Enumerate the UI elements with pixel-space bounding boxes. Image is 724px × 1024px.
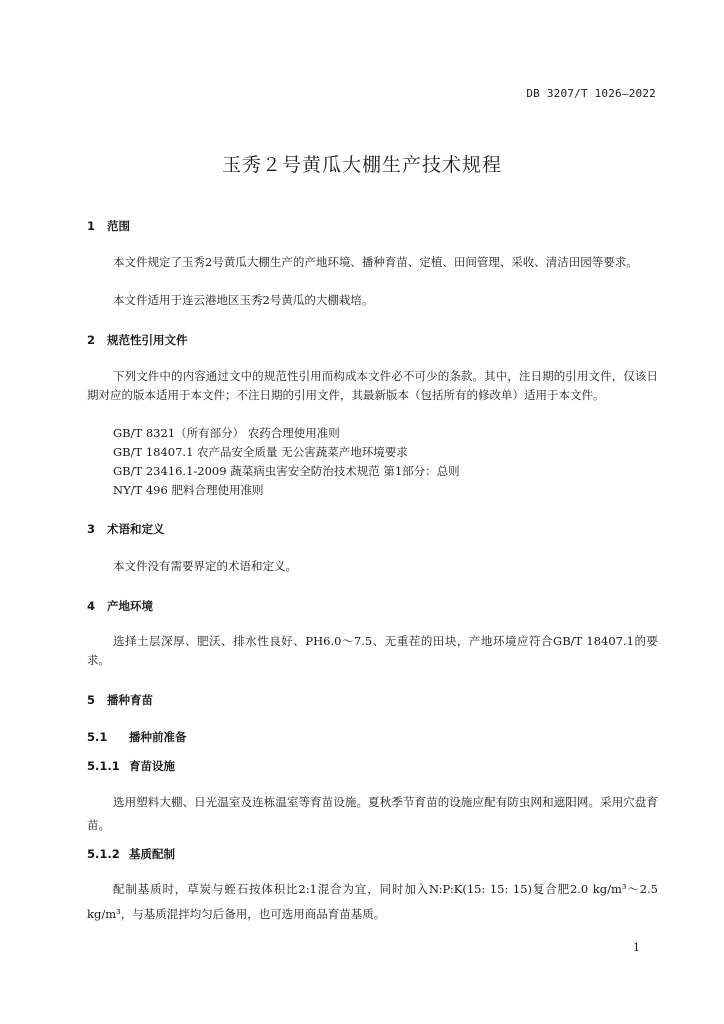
reference-item: GB/T 18407.1 农产品安全质量 无公害蔬菜产地环境要求 <box>113 445 408 459</box>
section-number: 1 <box>87 219 96 233</box>
section-4-paragraph: 选择土层深厚、肥沃、排水性良好、PH6.0～7.5、无重茬的田块，产地环境应符合GB/T 18407.1的要求。 <box>87 634 658 667</box>
section-number: 5 <box>87 693 96 707</box>
document-code: DB 3207/T 1026—2022 <box>526 87 656 100</box>
subsection-5-1-2-paragraph: 配制基质时，草炭与蛭石按体积比2:1混合为宜，同时加入N:P:K(15: 15: 15)复合肥2.0 kg/m³～2.5 kg/m³，与基质混拌均匀后备用，也可选用商品育苗基质。 <box>87 882 658 921</box>
page-number: 1 <box>633 941 640 954</box>
section-number: 5.1.1 <box>87 759 120 773</box>
section-number: 5.1 <box>87 730 108 744</box>
subsection-5-1-1-heading <box>87 758 175 774</box>
reference-item: NY/T 496 肥料合理使用准则 <box>113 483 264 497</box>
section-2-heading <box>87 332 188 348</box>
section-1-paragraph-1: 本文件规定了玉秀2号黄瓜大棚生产的产地环境、播种育苗、定植、田间管理、采收、清洁田园等要求。 <box>113 255 638 269</box>
section-title: 术语和定义 <box>107 522 165 536</box>
reference-item: GB/T 8321（所有部分） 农药合理使用准则 <box>113 426 340 440</box>
section-title: 产地环境 <box>107 599 153 613</box>
section-title: 播种前准备 <box>129 730 187 744</box>
section-3-paragraph: 本文件没有需要界定的术语和定义。 <box>113 559 297 573</box>
section-title: 范围 <box>107 219 130 233</box>
section-1-heading <box>87 218 130 234</box>
section-number: 3 <box>87 522 96 536</box>
subsection-5-1-1-paragraph: 选用塑料大棚、日光温室及连栋温室等育苗设施。夏秋季节育苗的设施应配有防虫网和遮阳网。采用穴盘育苗。 <box>87 795 658 832</box>
document-title: 玉秀２号黄瓜大棚生产技术规程 <box>221 154 502 176</box>
section-number: 2 <box>87 333 96 347</box>
section-title: 育苗设施 <box>129 759 175 773</box>
section-2-paragraph: 下列文件中的内容通过文中的规范性引用而构成本文件必不可少的条款。其中，注日期的引用文件，仅该日期对应的版本适用于本文件；不注日期的引用文件，其最新版本（包括所有的修改单）适用于本文件。 <box>87 369 658 402</box>
section-title: 播种育苗 <box>107 693 153 707</box>
subsection-5-1-2-heading <box>87 846 175 862</box>
section-number: 5.1.2 <box>87 847 120 861</box>
section-3-heading <box>87 521 165 537</box>
section-title: 基质配制 <box>129 847 175 861</box>
subsection-5-1-heading <box>87 729 187 745</box>
section-title: 规范性引用文件 <box>107 333 188 347</box>
reference-item: GB/T 23416.1-2009 蔬菜病虫害安全防治技术规范 第1部分：总则 <box>113 464 460 478</box>
section-4-heading <box>87 598 153 614</box>
section-1-paragraph-2: 本文件适用于连云港地区玉秀2号黄瓜的大棚栽培。 <box>113 293 374 307</box>
section-number: 4 <box>87 599 96 613</box>
section-5-heading <box>87 692 153 708</box>
